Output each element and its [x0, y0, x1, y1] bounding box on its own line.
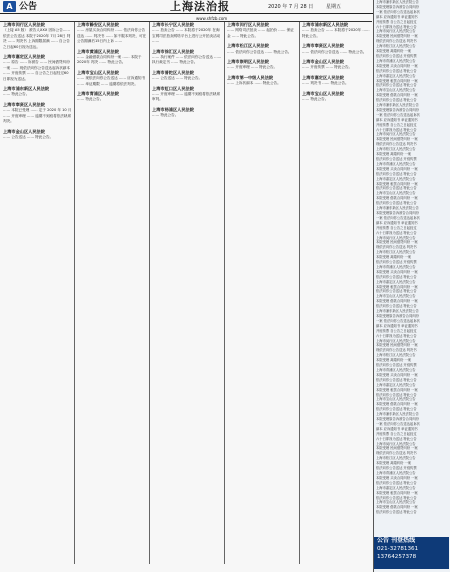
issue-day: 星期五 [326, 4, 342, 10]
sidebar-line: 副本 应诉通知书 举证通知书 [376, 14, 418, 19]
sidebar-line: 上海市浦东新区人民法院公告 [376, 0, 419, 4]
sidebar-line: 现依法向你公告送达 判决书 [376, 451, 417, 456]
sidebar-line: 本院受理 买卖合同纠纷 一案 [376, 63, 418, 68]
sidebar-line: 开庭传票 自公告之日起经过 [376, 122, 417, 127]
masthead: 上海法治报 [170, 0, 230, 13]
sidebar-line: 上海市闵行区人民法院公告 [376, 132, 416, 137]
sidebar-line: 现依法向你公告送达 判决书 [376, 245, 417, 250]
column-divider [224, 22, 225, 564]
sidebar-line: 本院受理 借款合同纠纷 一案 [376, 505, 418, 510]
sidebar-line: 本院受理 租赁合同纠纷 一案 [376, 490, 418, 495]
notice-item: 上海市虹口区人民法院 …… 开庭审理 …… 逾期不到庭将依法缺席审判。 [152, 85, 221, 102]
sidebar-line: 副本 应诉通知书 举证通知书 [376, 117, 418, 122]
sidebar-line: 本院受理原告诉被告合同纠纷 [376, 417, 419, 422]
notice-item: 上海市普陀区人民法院 …… 公告送达 …… 特此公告。 [152, 69, 203, 81]
sidebar-line: 本院受理 离婚纠纷 一案 [376, 152, 412, 157]
sidebar-line: 一案 依法向你公告送达起诉状 [376, 9, 420, 14]
sidebar-line: 依法向你公告送达 特此公告 [376, 289, 417, 294]
website-url: www.shfzb.com [196, 16, 228, 21]
issue-date: 2020 年 7 月 28 日 [268, 4, 314, 10]
sidebar-line: 依法向你公告送达 特此公告 [376, 171, 417, 176]
sidebar-line: 本院受理 借款合同纠纷 一案 [376, 299, 418, 304]
sidebar-line: 上海市宝山区人民法院公告 [376, 191, 416, 196]
sidebar-line: 一案 依法向你公告送达起诉状 [376, 318, 420, 323]
sidebar-line: 依法向你公告送达 特此公告 [376, 68, 417, 73]
sidebar-line: 一案 依法向你公告送达起诉状 [376, 215, 420, 220]
notice-item: 上海市杨浦区人民法院 …… 特此公告。 [152, 106, 194, 118]
sidebar-line: 上海市浦东新区人民法院公告 [376, 309, 419, 314]
notice-item: 上海市浦东新区人民法院 …… 特此公告。 [3, 86, 50, 97]
sidebar-line: 开庭传票 自公告之日起经过 [376, 19, 417, 24]
sidebar-line: 上海市宝山区人民法院公告 [376, 88, 416, 93]
notice-item: 上海市金山区人民法院 …… 公告送达 …… 特此公告。 [3, 128, 54, 139]
notice-item: 上海市闵行区人民法院 （上接 A5 版） 被告人XXX 因诉公告…… 依法公告送达 本院于2020年 7月 28日 判决 …… 判决书 上诉期限届满 …… 自公告之日起60日视为送达。 [3, 22, 71, 49]
sidebar-line: 六十日即视为送达 特此公告 [376, 127, 417, 132]
notice-item: 上海市金山区人民法院 …… 开庭传票 …… 特此公告。 [302, 59, 353, 70]
column-1 [3, 22, 72, 564]
sidebar-line: 上海市嘉定区人民法院公告 [376, 382, 416, 387]
notice-item: 上海市崇明区人民法院 …… 开庭审理 …… 特此公告。 [227, 59, 278, 70]
sidebar-line: 本院受理 租赁合同纠纷 一案 [376, 284, 418, 289]
notice-item: 上海市徐汇区人民法院 …… 执行案件 …… 依法向你公告送达 …… 执行裁定书 …… 特此公告。 [152, 48, 222, 65]
sidebar-line: 依法向你公告送达 特此公告 [376, 510, 417, 515]
sidebar-line: 现依法向你公告送达 判决书 [376, 39, 417, 44]
sidebar-line: 上海市闵行区人民法院公告 [376, 29, 416, 34]
sidebar-line: 本院受理原告诉被告合同纠纷 [376, 314, 419, 318]
sidebar-line: 依法向你公告送达 特此公告 [376, 83, 417, 88]
sidebar-line: 上海市松江区人民法院公告 [376, 456, 416, 461]
sidebar-line: 本院受理 民间借贷纠纷 一案 [376, 446, 418, 451]
sidebar-line: 本院受理 民间借贷纠纷 一案 [376, 240, 418, 245]
notice-item: 上海市宝山区人民法院 …… 特此公告。 [302, 90, 344, 102]
notice-item: 上海市闵行区人民法院 …… 网络司法拍卖 …… 起拍价 …… 保证金 …… 特此公告。 [227, 22, 294, 38]
sidebar-line: 上海市闵行区人民法院公告 [376, 441, 416, 446]
sidebar-line: 依法向你公告送达 开庭传票 [376, 466, 417, 471]
sidebar-line: 依法向你公告送达 开庭传票 [376, 363, 417, 368]
column-3 [152, 22, 222, 564]
sidebar-line: 现依法向你公告送达 判决书 [376, 348, 417, 353]
sidebar-line: 上海市青浦区人民法院公告 [376, 161, 416, 166]
sidebar-line: 开庭传票 自公告之日起经过 [376, 225, 417, 230]
ad-phone-2: 13764257378 [377, 554, 417, 560]
sidebar-line: 依法向你公告送达 开庭传票 [376, 260, 417, 265]
sidebar-line: 上海市青浦区人民法院公告 [376, 471, 416, 475]
sidebar-line: 上海市闵行区人民法院公告 [376, 235, 416, 240]
sidebar-line: 依法向你公告送达 特此公告 [376, 304, 417, 309]
column-divider [74, 22, 75, 564]
sidebar-line: 上海市松江区人民法院公告 [376, 147, 416, 152]
sidebar-line: 上海市嘉定区人民法院公告 [376, 176, 416, 181]
sidebar-line: 开庭传票 自公告之日起经过 [376, 431, 417, 436]
sidebar-line: 依法向你公告送达 特此公告 [376, 392, 417, 397]
sidebar-line: 六十日即视为送达 特此公告 [376, 333, 417, 338]
sidebar-line: 上海市宝山区人民法院公告 [376, 500, 416, 505]
sidebar-line: 上海市松江区人民法院公告 [376, 353, 416, 358]
sidebar-line: 依法向你公告送达 特此公告 [376, 407, 417, 412]
section-title: 公告 [19, 2, 38, 12]
column-divider [149, 22, 150, 564]
sidebar-line: 本院受理 离婚纠纷 一案 [376, 255, 412, 260]
sidebar-line: 依法向你公告送达 特此公告 [376, 495, 417, 500]
sidebar-line: 本院受理 离婚纠纷 一案 [376, 461, 412, 466]
sidebar-line: 本院受理 民间借贷纠纷 一案 [376, 137, 418, 142]
sidebar-line: 本院受理 民间借贷纠纷 一案 [376, 34, 418, 39]
sidebar-line: 一案 依法向你公告送达起诉状 [376, 112, 420, 117]
sidebar-line: 副本 应诉通知书 举证通知书 [376, 220, 418, 225]
notice-item: 上海市静安区人民法院 …… 房屋买卖合同纠纷 …… 依法向你公告送达 …… 判决书 …… 如不服本判决，可在公告期满后15日内上诉 …… [77, 22, 147, 44]
sidebar-line: 上海市浦东新区人民法院公告 [376, 103, 419, 108]
sidebar-line: 本院受理 买卖合同纠纷 一案 [376, 166, 418, 171]
sidebar-line: 本院受理 租赁合同纠纷 一案 [376, 387, 418, 392]
sidebar-line: 上海市松江区人民法院公告 [376, 250, 416, 255]
notice-item: 上海市黄浦区人民法院 …… 金融借款合同纠纷一案 …… 本院于2020年 判决 …… 特此公告。 [77, 48, 142, 65]
sidebar-line: 本院受理 民间借贷纠纷 一案 [376, 343, 418, 348]
sidebar-line: 依法向你公告送达 特此公告 [376, 377, 417, 382]
sidebar-line: 本院受理 借款合同纠纷 一案 [376, 402, 418, 407]
sidebar-line: 上海市嘉定区人民法院公告 [376, 485, 416, 490]
sidebar-line: 依法向你公告送达 特此公告 [376, 98, 417, 103]
sidebar-line: 本院受理 买卖合同纠纷 一案 [376, 269, 418, 274]
notice-item: 上海市青浦区人民法院 …… 特此公告。 [77, 91, 119, 102]
sidebar-line: 上海市浦东新区人民法院公告 [376, 206, 419, 211]
column-4 [227, 22, 297, 564]
sidebar-line: 上海市宝山区人民法院公告 [376, 294, 416, 299]
sidebar-line: 上海市嘉定区人民法院公告 [376, 279, 416, 284]
notice-item: 上海市长宁区人民法院 …… 拍卖公告 …… 本院将于2020年 在淘宝网司法拍卖网络平台上进行公开拍卖活动 …… [152, 22, 221, 44]
sidebar-line: 本院受理 租赁合同纠纷 一案 [376, 181, 418, 186]
sidebar-line: 本院受理原告诉被告合同纠纷 [376, 210, 419, 215]
sidebar-line: 副本 应诉通知书 举证通知书 [376, 323, 418, 328]
sidebar-line: 六十日即视为送达 特此公告 [376, 230, 417, 235]
ad-title: 公告 刊登热线 [377, 537, 416, 544]
notice-item: 上海市奉贤区人民法院 …… 本院已受理 …… 定于 2020 年 10 月 …… 开庭审理 …… 逾期不到庭将依法缺席判决。 [3, 101, 72, 124]
sidebar-line: 上海市浦东新区人民法院公告 [376, 412, 419, 417]
sidebar-line: 本院受理 借款合同纠纷 一案 [376, 93, 418, 98]
sidebar-line: 上海市闵行区人民法院公告 [376, 338, 416, 343]
notice-item: 上海市宝山区人民法院 …… 现依法向你公告送达 …… 应诉通知书 …… 举证期限 …… 逾期将依法判决。 [77, 69, 146, 86]
sidebar-line: 依法向你公告送达 开庭传票 [376, 157, 417, 161]
sidebar-notices [373, 0, 450, 572]
column-2 [77, 22, 147, 564]
sidebar-line: 本院受理 借款合同纠纷 一案 [376, 196, 418, 201]
sidebar-line: 依法向你公告送达 开庭传票 [376, 53, 417, 58]
sidebar-line: 本院受理原告诉被告合同纠纷 [376, 107, 419, 112]
sidebar-line: 本院受理原告诉被告合同纠纷 [376, 4, 419, 9]
sidebar-line: 上海市青浦区人民法院公告 [376, 58, 416, 63]
sidebar-line: 依法向你公告送达 特此公告 [376, 274, 417, 279]
sidebar-line: 开庭传票 自公告之日起经过 [376, 328, 417, 333]
notice-item: 上海市松江区人民法院 …… 依法向你公告送达 …… 特此公告。 [227, 43, 292, 54]
notice-item: 上海市嘉定区人民法院 …… 判决书 …… 特此公告。 [302, 74, 349, 86]
notice-item: 上海市第一中级人民法院 …… 上诉状副本 …… 特此公告。 [227, 74, 281, 86]
sidebar-line: 本院受理 离婚纠纷 一案 [376, 49, 412, 54]
sidebar-line: 本院受理 买卖合同纠纷 一案 [376, 372, 418, 377]
notice-item: 上海市奉贤区人民法院 …… 依法向你公告送达 …… 特此公告。 [302, 43, 367, 54]
sidebar-line: 上海市青浦区人民法院公告 [376, 264, 416, 269]
column-divider [299, 22, 300, 564]
sidebar-line: 上海市宝山区人民法院公告 [376, 397, 416, 402]
sidebar-line: 上海市青浦区人民法院公告 [376, 367, 416, 372]
section-logo-icon: A [3, 1, 16, 12]
sidebar-line: 依法向你公告送达 特此公告 [376, 201, 417, 206]
notice-item: 上海市嘉定区人民法院 …… 原告 …… 诉被告 …… 民间借贷纠纷一案 …… 现依法向你公告送达起诉状副本 …… 开庭传票 …… 自公告之日起经过60日即视为送达。 [3, 54, 70, 81]
sidebar-line: 六十日即视为送达 特此公告 [376, 436, 417, 441]
notice-item: 上海市浦东新区人民法院 …… 拍卖公告 …… 本院将于2020年 …… 特此公告。 [302, 22, 370, 38]
sidebar-line: 依法向你公告送达 特此公告 [376, 186, 417, 191]
sidebar-line: 本院受理 离婚纠纷 一案 [376, 358, 412, 363]
column-5 [302, 22, 371, 564]
ad-phone-1: 021-32781361 [377, 546, 419, 552]
advertisement-box [374, 537, 449, 569]
sidebar-line: 上海市松江区人民法院公告 [376, 44, 416, 49]
sidebar-line: 六十日即视为送达 特此公告 [376, 24, 417, 29]
sidebar-line: 副本 应诉通知书 举证通知书 [376, 426, 418, 431]
sidebar-line: 本院受理 买卖合同纠纷 一案 [376, 475, 418, 480]
sidebar-line: 依法向你公告送达 特此公告 [376, 480, 417, 485]
sidebar-line: 一案 依法向你公告送达起诉状 [376, 421, 420, 426]
sidebar-line: 本院受理 租赁合同纠纷 一案 [376, 78, 418, 83]
sidebar-line: 上海市嘉定区人民法院公告 [376, 73, 416, 78]
sidebar-line: 现依法向你公告送达 判决书 [376, 142, 417, 147]
